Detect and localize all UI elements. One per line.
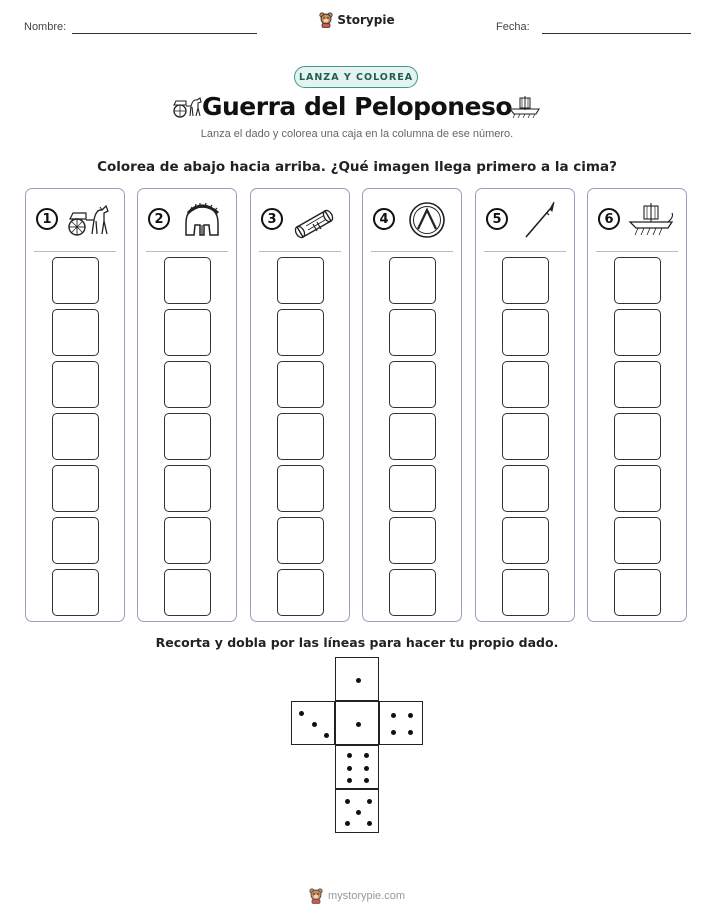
color-box[interactable] bbox=[52, 309, 99, 356]
color-box[interactable] bbox=[277, 517, 324, 564]
column-divider bbox=[259, 251, 341, 252]
dice-pip bbox=[408, 713, 413, 718]
column-6 bbox=[587, 188, 687, 622]
dice-pip bbox=[356, 678, 361, 683]
color-box[interactable] bbox=[277, 413, 324, 460]
bear-icon bbox=[319, 12, 333, 28]
name-field[interactable] bbox=[72, 33, 257, 34]
color-box[interactable] bbox=[52, 517, 99, 564]
color-box[interactable] bbox=[502, 257, 549, 304]
dice-pip bbox=[391, 713, 396, 718]
color-box[interactable] bbox=[164, 465, 211, 512]
color-box[interactable] bbox=[502, 465, 549, 512]
page-title: Guerra del Peloponeso bbox=[201, 92, 513, 121]
dice-face bbox=[335, 745, 379, 789]
column-divider bbox=[146, 251, 228, 252]
dice-pip bbox=[356, 722, 361, 727]
name-label: Nombre: bbox=[24, 21, 67, 33]
column-header bbox=[588, 189, 686, 251]
column-header bbox=[138, 189, 236, 251]
color-box[interactable] bbox=[389, 309, 436, 356]
scroll-icon bbox=[291, 201, 339, 239]
column-divider bbox=[484, 251, 566, 252]
dice-pip bbox=[312, 722, 317, 727]
dice-face bbox=[335, 789, 379, 833]
instruction-bottom: Recorta y dobla por las líneas para hacer tu propio dado. bbox=[155, 635, 559, 650]
column-number: 3 bbox=[261, 208, 283, 230]
page-subtitle: Lanza el dado y colorea una caja en la columna de ese número. bbox=[200, 128, 514, 140]
helmet-icon bbox=[178, 201, 226, 239]
color-box[interactable] bbox=[52, 465, 99, 512]
dice-pip bbox=[345, 821, 350, 826]
brand-logo bbox=[0, 12, 714, 28]
color-box[interactable] bbox=[277, 569, 324, 616]
color-box[interactable] bbox=[52, 569, 99, 616]
date-field[interactable] bbox=[542, 33, 691, 34]
column-number: 5 bbox=[486, 208, 508, 230]
column-4 bbox=[362, 188, 462, 622]
spear-icon bbox=[516, 201, 564, 239]
color-box[interactable] bbox=[164, 257, 211, 304]
color-box[interactable] bbox=[389, 413, 436, 460]
bear-icon bbox=[309, 888, 323, 904]
dice-pip bbox=[299, 711, 304, 716]
dice-pip bbox=[408, 730, 413, 735]
color-box[interactable] bbox=[614, 257, 661, 304]
column-header bbox=[476, 189, 574, 251]
color-box[interactable] bbox=[614, 517, 661, 564]
dice-face bbox=[291, 701, 335, 745]
dice-pip bbox=[347, 766, 352, 771]
shield-icon bbox=[403, 201, 451, 239]
dice-face bbox=[335, 657, 379, 701]
dice-pip bbox=[367, 821, 372, 826]
dice-face bbox=[379, 701, 423, 745]
color-box[interactable] bbox=[614, 309, 661, 356]
instruction-top: Colorea de abajo hacia arriba. ¿Qué imagen llega primero a la cima? bbox=[97, 159, 617, 175]
color-box[interactable] bbox=[164, 517, 211, 564]
color-box[interactable] bbox=[502, 517, 549, 564]
color-box[interactable] bbox=[389, 257, 436, 304]
trireme-title-icon bbox=[508, 95, 542, 119]
color-box[interactable] bbox=[614, 413, 661, 460]
color-box[interactable] bbox=[502, 361, 549, 408]
column-number: 1 bbox=[36, 208, 58, 230]
column-divider bbox=[596, 251, 678, 252]
column-divider bbox=[371, 251, 453, 252]
color-box[interactable] bbox=[277, 257, 324, 304]
column-divider bbox=[34, 251, 116, 252]
color-box[interactable] bbox=[614, 361, 661, 408]
color-box[interactable] bbox=[502, 413, 549, 460]
trireme-icon bbox=[628, 201, 676, 239]
color-box[interactable] bbox=[164, 309, 211, 356]
dice-pip bbox=[345, 799, 350, 804]
dice-pip bbox=[367, 799, 372, 804]
dice-pip bbox=[356, 810, 361, 815]
brand-name: Storypie bbox=[337, 13, 395, 27]
column-1 bbox=[25, 188, 125, 622]
footer bbox=[0, 888, 714, 904]
dice-pip bbox=[364, 766, 369, 771]
chariot-icon bbox=[66, 201, 114, 239]
column-number: 2 bbox=[148, 208, 170, 230]
color-box[interactable] bbox=[614, 569, 661, 616]
column-header bbox=[251, 189, 349, 251]
dice-pip bbox=[364, 753, 369, 758]
color-box[interactable] bbox=[389, 361, 436, 408]
activity-badge: LANZA Y COLOREA bbox=[294, 66, 418, 88]
dice-pip bbox=[347, 778, 352, 783]
date-label: Fecha: bbox=[496, 21, 530, 33]
column-number: 6 bbox=[598, 208, 620, 230]
dice-pip bbox=[391, 730, 396, 735]
color-box[interactable] bbox=[277, 309, 324, 356]
column-5 bbox=[475, 188, 575, 622]
dice-pip bbox=[324, 733, 329, 738]
color-box[interactable] bbox=[502, 309, 549, 356]
column-number: 4 bbox=[373, 208, 395, 230]
color-box[interactable] bbox=[52, 257, 99, 304]
column-2 bbox=[137, 188, 237, 622]
color-box[interactable] bbox=[389, 569, 436, 616]
color-box[interactable] bbox=[277, 361, 324, 408]
color-box[interactable] bbox=[52, 413, 99, 460]
color-box[interactable] bbox=[277, 465, 324, 512]
color-box[interactable] bbox=[614, 465, 661, 512]
footer-url: mystorypie.com bbox=[327, 890, 406, 902]
color-box[interactable] bbox=[389, 465, 436, 512]
column-3 bbox=[250, 188, 350, 622]
color-box[interactable] bbox=[164, 569, 211, 616]
color-box[interactable] bbox=[389, 517, 436, 564]
dice-pip bbox=[347, 753, 352, 758]
color-box[interactable] bbox=[164, 361, 211, 408]
dice-pip bbox=[364, 778, 369, 783]
color-box[interactable] bbox=[502, 569, 549, 616]
dice-face bbox=[335, 701, 379, 745]
column-header bbox=[363, 189, 461, 251]
column-header bbox=[26, 189, 124, 251]
color-box[interactable] bbox=[164, 413, 211, 460]
color-box[interactable] bbox=[52, 361, 99, 408]
